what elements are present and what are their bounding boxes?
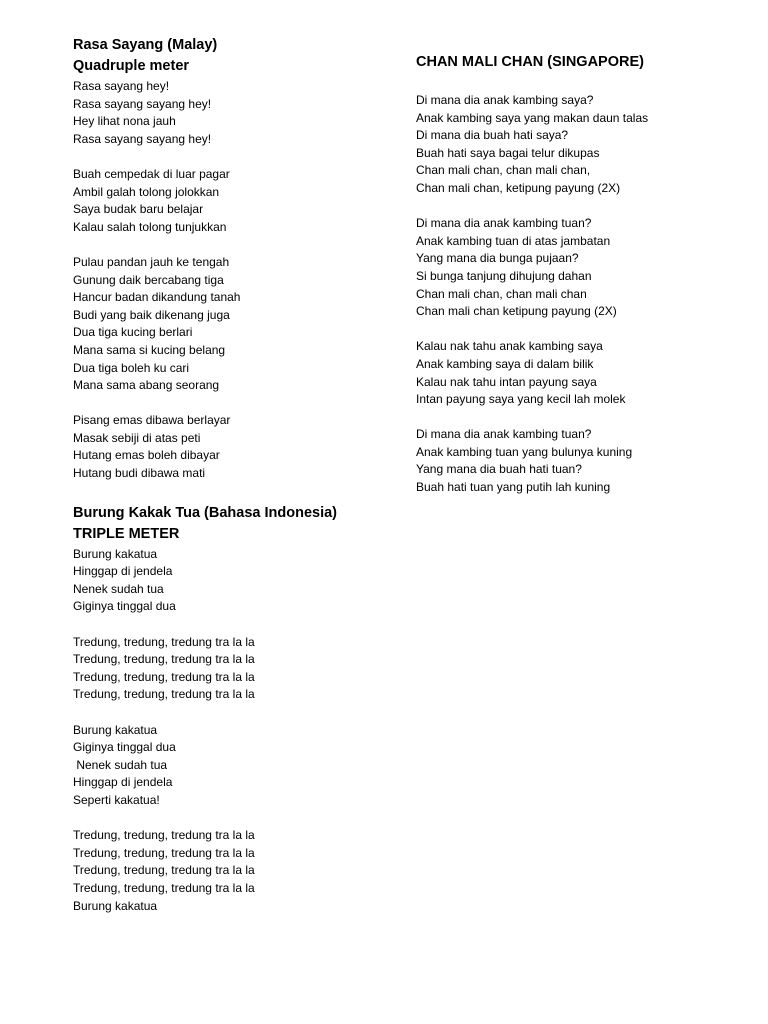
lyric-line: Giginya tinggal dua	[73, 740, 176, 755]
lyric-line: Tredung, tredung, tredung tra la la	[73, 863, 255, 878]
stanza	[73, 78, 403, 148]
lyric-line: Hey lihat nona jauh	[73, 114, 176, 129]
stanza	[416, 215, 756, 321]
stanza	[73, 254, 403, 395]
lyric-line: Nenek sudah tua	[73, 757, 168, 772]
lyric-line: Buah hati saya bagai telur dikupas	[416, 145, 600, 160]
lyric-line: Tredung, tredung, tredung tra la la	[73, 845, 255, 860]
lyric-line: Seperti kakatua!	[73, 792, 160, 807]
lyric-line: Tredung, tredung, tredung tra la la	[73, 652, 255, 667]
lyric-line: Buah cempedak di luar pagar	[73, 166, 230, 181]
lyric-line: Di mana dia buah hati saya?	[416, 128, 569, 143]
lyric-line: Giginya tinggal dua	[73, 599, 176, 614]
lyric-line: Kalau nak tahu anak kambing saya	[416, 339, 603, 354]
song-title: Burung Kakak Tua (Bahasa Indonesia)	[73, 504, 338, 521]
lyric-line: Intan payung saya yang kecil lah molek	[416, 392, 626, 407]
lyric-line: Hancur badan dikandung tanah	[73, 290, 241, 305]
lyric-line: Chan mali chan, ketipung payung (2X)	[416, 180, 621, 195]
lyric-line: Si bunga tanjung dihujung dahan	[416, 268, 592, 283]
lyric-line: Hutang budi dibawa mati	[73, 466, 206, 481]
lyric-line: Anak kambing tuan di atas jambatan	[416, 233, 611, 248]
right-column	[416, 53, 756, 497]
lyric-line: Hinggap di jendela	[73, 564, 173, 579]
stanza	[416, 426, 756, 496]
lyric-line: Ambil galah tolong jolokkan	[73, 184, 220, 199]
lyric-line: Kalau nak tahu intan payung saya	[416, 374, 597, 389]
lyric-line: Pisang emas dibawa berlayar	[73, 413, 231, 428]
lyric-line: Tredung, tredung, tredung tra la la	[73, 634, 255, 649]
song-meter: TRIPLE METER	[73, 525, 180, 542]
lyric-line: Tredung, tredung, tredung tra la la	[73, 687, 255, 702]
lyric-line: Di mana dia anak kambing saya?	[416, 93, 594, 107]
stanza	[73, 634, 403, 704]
lyric-line: Di mana dia anak kambing tuan?	[416, 216, 592, 231]
lyric-line: Chan mali chan, chan mali chan	[416, 286, 587, 301]
lyric-line: Saya budak baru belajar	[73, 202, 204, 217]
stanza	[73, 166, 403, 236]
lyric-line: Yang mana dia buah hati tuan?	[416, 462, 582, 477]
song-burung-kakak-tua	[73, 504, 403, 915]
lyric-line: Masak sebiji di atas peti	[73, 430, 201, 445]
lyric-line: Kalau salah tolong tunjukkan	[73, 219, 227, 234]
lyric-line: Dua tiga kucing berlari	[73, 325, 193, 340]
song-title: Rasa Sayang (Malay)	[73, 37, 218, 53]
lyric-line: Pulau pandan jauh ke tengah	[73, 254, 230, 269]
lyric-line: Burung kakatua	[73, 898, 158, 913]
lyric-line: Yang mana dia bunga pujaan?	[416, 251, 579, 266]
lyric-line: Tredung, tredung, tredung tra la la	[73, 669, 255, 684]
lyric-line: Anak kambing tuan yang bulunya kuning	[416, 444, 633, 459]
stanza	[416, 338, 756, 408]
stanza	[416, 92, 756, 198]
lyric-line: Chan mali chan, chan mali chan,	[416, 163, 591, 178]
lyric-line: Rasa sayang sayang hey!	[73, 96, 212, 111]
lyric-line: Gunung daik bercabang tiga	[73, 272, 224, 287]
lyric-line: Tredung, tredung, tredung tra la la	[73, 828, 255, 843]
lyric-line: Anak kambing saya yang makan daun talas	[416, 110, 649, 125]
song-chan-mali-chan	[416, 53, 756, 497]
lyrics-block	[73, 546, 403, 915]
stanza	[73, 412, 403, 482]
lyric-line: Mana sama abang seorang	[73, 378, 220, 393]
lyric-line: Budi yang baik dikenang juga	[73, 307, 230, 322]
lyric-line: Mana sama si kucing belang	[73, 342, 226, 357]
song-meter: Quadruple meter	[73, 58, 190, 74]
lyric-line: Nenek sudah tua	[73, 581, 164, 596]
stanza	[73, 722, 403, 810]
lyric-line: Hutang emas boleh dibayar	[73, 448, 220, 463]
lyric-line: Burung kakatua	[73, 546, 158, 561]
lyrics-block	[416, 92, 756, 497]
lyric-line: Rasa sayang sayang hey!	[73, 131, 212, 146]
lyric-line: Di mana dia anak kambing tuan?	[416, 427, 592, 442]
left-column	[73, 36, 403, 915]
lyric-line: Rasa sayang hey!	[73, 79, 170, 93]
lyric-line: Buah hati tuan yang putih lah kuning	[416, 480, 611, 495]
lyrics-block	[73, 78, 403, 483]
lyric-line: Chan mali chan ketipung payung (2X)	[416, 304, 617, 319]
lyric-line: Tredung, tredung, tredung tra la la	[73, 880, 255, 895]
lyric-line: Dua tiga boleh ku cari	[73, 360, 190, 375]
lyric-line: Burung kakatua	[73, 722, 158, 737]
lyric-line: Anak kambing saya di dalam bilik	[416, 356, 594, 371]
song-title: CHAN MALI CHAN (SINGAPORE)	[416, 54, 644, 70]
stanza	[73, 827, 403, 915]
lyric-line: Hinggap di jendela	[73, 775, 173, 790]
stanza	[73, 546, 403, 616]
song-rasa-sayang	[73, 36, 403, 483]
